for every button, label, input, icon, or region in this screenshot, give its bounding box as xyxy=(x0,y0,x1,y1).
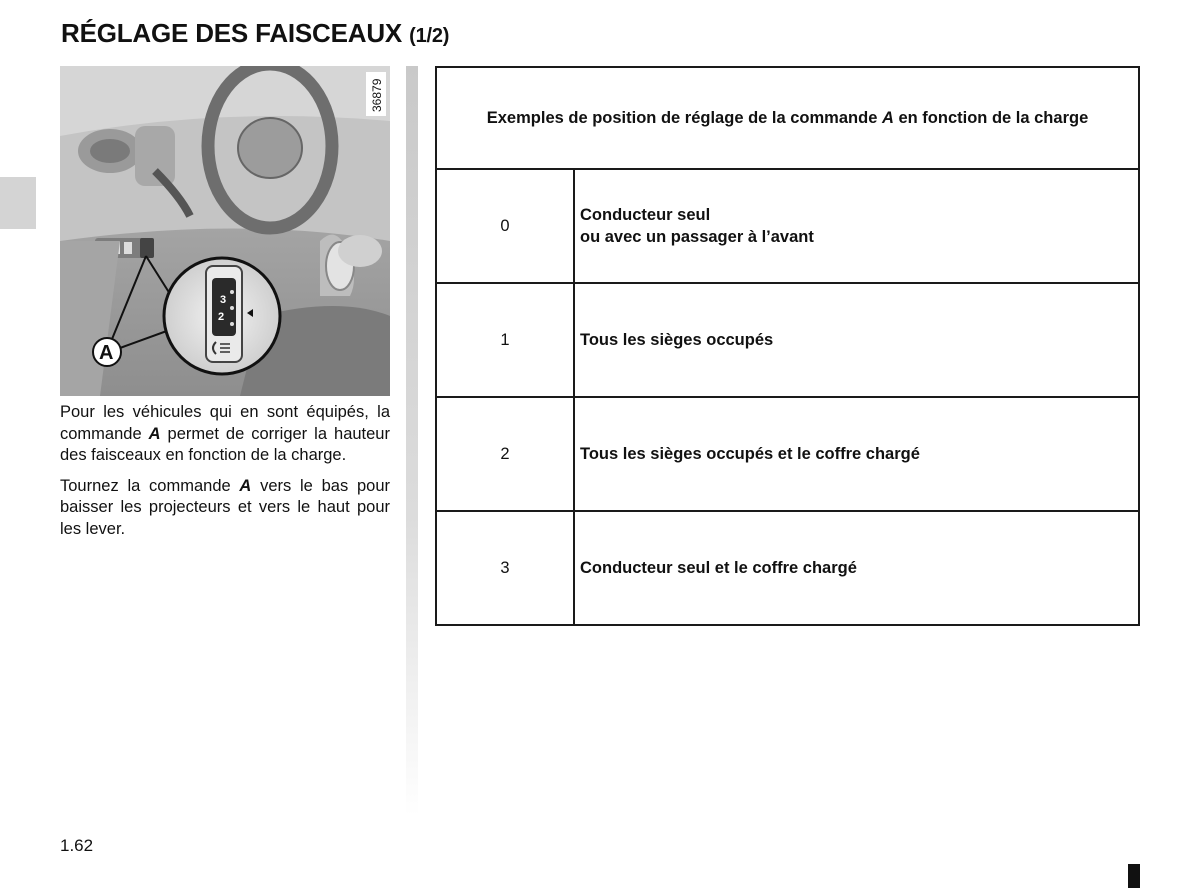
load-position-table xyxy=(435,66,1140,626)
instructions-text xyxy=(60,402,390,549)
table-row xyxy=(436,283,1139,397)
description-cell: Conducteur seul ou avec un passager à l’avant xyxy=(574,169,1139,283)
dial-number-bottom: 2 xyxy=(218,311,225,323)
description-cell: Conducteur seul et le coffre chargé xyxy=(574,511,1139,625)
dashboard-drawing xyxy=(60,66,390,396)
table-row xyxy=(436,397,1139,511)
table-header-row xyxy=(436,67,1139,169)
column-divider xyxy=(406,66,418,816)
paragraph-equipment: Pour les véhicules qui en sont équipés, la commande A permet de corriger la hauteur des faisceaux en fonction de la charge. xyxy=(60,403,390,464)
position-cell: 3 xyxy=(436,511,574,625)
page-number: 1.62 xyxy=(60,836,94,855)
figure-ref-number: 36879 xyxy=(370,78,384,112)
callout-label: A xyxy=(99,342,114,364)
page-title xyxy=(61,18,449,49)
paragraph-turn-control: Tournez la commande A vers le bas pour baisser les projecteurs et vers le haut pour les lever. xyxy=(60,476,390,538)
position-cell: 2 xyxy=(436,397,574,511)
description-cell: Tous les sièges occupés xyxy=(574,283,1139,397)
dial-number-top: 3 xyxy=(220,294,227,306)
chapter-tab xyxy=(0,177,36,229)
dashboard-illustration xyxy=(60,66,390,396)
table-header: Exemples de position de réglage de la commande A en fonction de la charge xyxy=(436,67,1139,169)
page-edge-marker xyxy=(1128,864,1140,888)
title-part: (1/2) xyxy=(409,25,450,47)
title-main: RÉGLAGE DES FAISCEAUX xyxy=(61,18,403,48)
table-row xyxy=(436,511,1139,625)
table-row xyxy=(436,169,1139,283)
description-cell: Tous les sièges occupés et le coffre chargé xyxy=(574,397,1139,511)
position-cell: 0 xyxy=(436,169,574,283)
position-cell: 1 xyxy=(436,283,574,397)
